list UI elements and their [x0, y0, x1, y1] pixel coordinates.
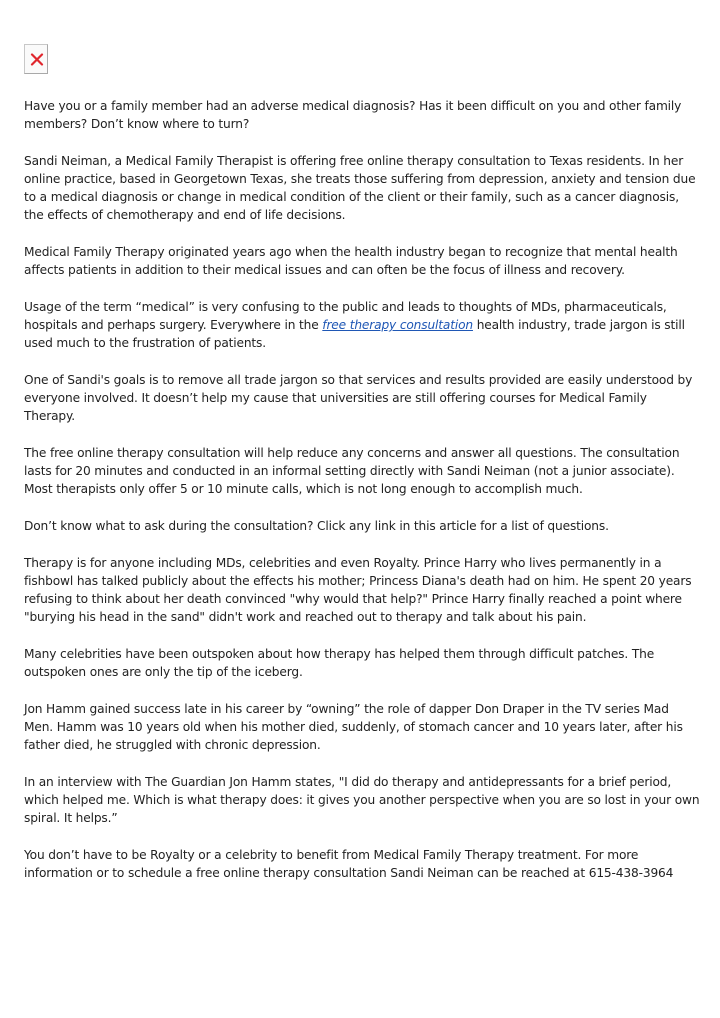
broken-image-placeholder	[24, 44, 48, 74]
paragraph-term-medical	[24, 298, 700, 352]
paragraph-origin: Medical Family Therapy originated years ago when the health industry began to recognize that mental health affects patients in addition to their medical issues and can often be the focus of illness and recovery.	[24, 245, 678, 277]
article-body	[24, 97, 700, 901]
paragraph-guardian-quote: In an interview with The Guardian Jon Hamm states, "I did do therapy and antidepressants for a brief period, which helped me. Which is what therapy does: it gives you another perspective when you are so lost in your own spiral. It helps.”	[24, 775, 700, 825]
paragraph-consultation: The free online therapy consultation will help reduce any concerns and answer all questions. The consultation lasts for 20 minutes and conducted in an informal setting directly with Sandi Neiman (not a junior associate). Most therapists only offer 5 or 10 minute calls, which is not long enough to accomplish much.	[24, 446, 680, 496]
paragraph-text-before-link: Usage of the term “medical” is very confusing to the public and leads to thoughts of MDs, pharmaceuticals, hospitals and perhaps surgery. Everywhere in the	[24, 300, 667, 332]
free-therapy-consultation-link[interactable]: free therapy consultation	[322, 318, 473, 332]
paragraph-sandi-neiman: Sandi Neiman, a Medical Family Therapist is offering free online therapy consultation to Texas residents. In her online practice, based in Georgetown Texas, she treats those suffering from depression, anxiety and tension due to a medical diagnosis or change in medical condition of the client or their family, such as a cancer diagnosis, the effects of chemotherapy and end of life decisions.	[24, 154, 696, 222]
paragraph-goals: One of Sandi's goals is to remove all trade jargon so that services and results provided are easily understood by everyone involved. It doesn’t help my cause that universities are still offering courses for Medical Family Therapy.	[24, 373, 693, 423]
paragraph-text-after-link: health industry, trade jargon is still used much to the frustration of patients.	[24, 318, 685, 350]
paragraph-celebrities: Many celebrities have been outspoken about how therapy has helped them through difficult patches. The outspoken ones are only the tip of the iceberg.	[24, 647, 655, 679]
paragraph-prince-harry: Therapy is for anyone including MDs, celebrities and even Royalty. Prince Harry who lives permanently in a fishbowl has talked publicly about the effects his mother; Princess Diana's death had on him. He spent 20 years refusing to think about her death convinced "why would that help?" Prince Harry finally reached a point where "burying his head in the sand" didn't work and reached out to therapy and talk about his pain.	[24, 556, 692, 624]
paragraph-jon-hamm: Jon Hamm gained success late in his career by “owning” the role of dapper Don Draper in the TV series Mad Men. Hamm was 10 years old when his mother died, suddenly, of stomach cancer and 10 years later, after his father died, he struggled with chronic depression.	[24, 702, 683, 752]
paragraph-questions: Don’t know what to ask during the consultation? Click any link in this article for a list of questions.	[24, 519, 609, 533]
broken-image-icon	[30, 53, 44, 66]
paragraph-intro: Have you or a family member had an adverse medical diagnosis? Has it been difficult on you and other family members? Don’t know where to turn?	[24, 99, 682, 131]
paragraph-contact: You don’t have to be Royalty or a celebrity to benefit from Medical Family Therapy treatment. For more information or to schedule a free online therapy consultation Sandi Neiman can be reached at 615-438-3964	[24, 848, 674, 880]
